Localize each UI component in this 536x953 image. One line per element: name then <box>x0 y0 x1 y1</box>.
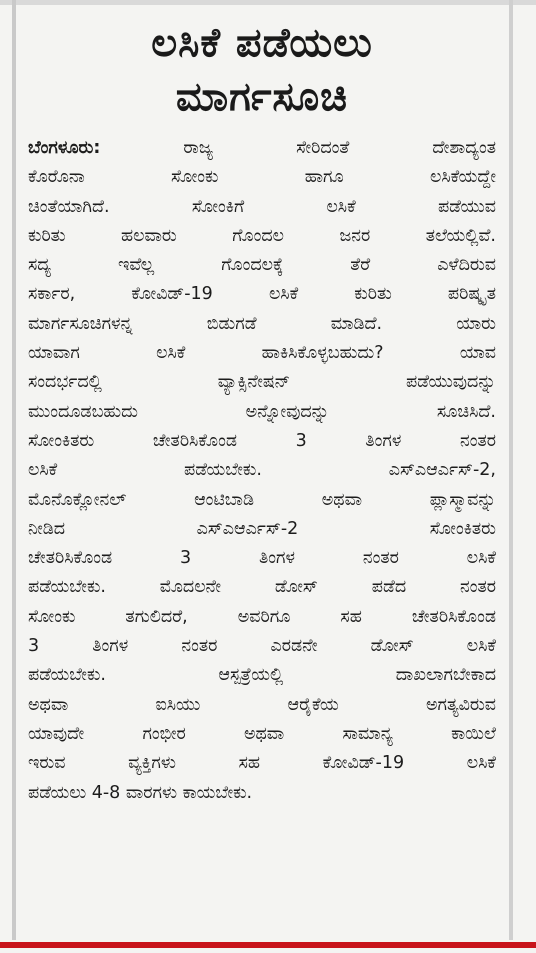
left-column-rule <box>12 0 16 940</box>
article-body <box>28 134 496 808</box>
body-line-text: ರಾಜ್ಯ ಸೇರಿದಂತೆ ದೇಶಾದ್ಯಂತ <box>183 138 496 158</box>
body-line: ಮೊನೊಕ್ಲೋನಲ್ ಆಂಟಿಬಾಡಿ ಅಥವಾ ಪ್ಲಾಸ್ಮಾವನ್ನು <box>28 489 496 510</box>
body-line: ಕುರಿತು ಹಲವಾರು ಗೊಂದಲ ಜನರ ತಲೆಯಲ್ಲಿವೆ. <box>28 225 496 246</box>
body-line: ಸೋಂಕು ತಗುಲಿದರೆ, ಅವರಿಗೂ ಸಹ ಚೇತರಿಸಿಕೊಂಡ <box>28 606 496 627</box>
body-line: ಅಥವಾ ಐಸಿಯು ಆರೈಕೆಯ ಅಗತ್ಯವಿರುವ <box>28 694 496 715</box>
body-line: ಲಸಿಕೆ ಪಡೆಯಬೇಕು. ಎಸ್ಎಆರ್ಎಸ್-2, <box>28 460 496 481</box>
body-line: ಕೊರೊನಾ ಸೋಂಕು ಹಾಗೂ ಲಸಿಕೆಯದ್ದೇ <box>28 167 496 188</box>
body-line: ಮಾರ್ಗಸೂಚಿಗಳನ್ನ ಬಿಡುಗಡೆ ಮಾಡಿದೆ. ಯಾರು <box>28 313 496 334</box>
body-line: ಸದ್ಯ ಇವೆಲ್ಲ ಗೊಂದಲಕ್ಕೆ ತೆರೆ ಎಳೆದಿರುವ <box>28 255 496 276</box>
headline <box>28 16 496 124</box>
body-line: ಸರ್ಕಾರ, ಕೋವಿಡ್-19 ಲಸಿಕೆ ಕುರಿತು ಪರಿಷ್ಕೃತ <box>28 284 496 305</box>
body-line: ಯಾವುದೇ ಗಂಭೀರ ಅಥವಾ ಸಾಮಾನ್ಯ ಕಾಯಿಲೆ <box>28 723 496 744</box>
body-line: ಸೋಂಕಿತರು ಚೇತರಿಸಿಕೊಂಡ 3 ತಿಂಗಳ ನಂತರ <box>28 430 496 451</box>
body-line: ಚಿಂತೆಯಾಗಿದೆ. ಸೋಂಕಿಗೆ ಲಸಿಕೆ ಪಡೆಯುವ <box>28 196 496 217</box>
body-line <box>28 134 496 163</box>
right-column-rule <box>509 0 513 940</box>
headline-line-1: ಲಸಿಕೆ ಪಡೆಯಲು <box>151 20 373 66</box>
body-line: ಯಾವಾಗ ಲಸಿಕೆ ಹಾಕಿಸಿಕೊಳ್ಳಬಹುದು? ಯಾವ <box>28 343 496 364</box>
body-line: 3 ತಿಂಗಳ ನಂತರ ಎರಡನೇ ಡೋಸ್ ಲಸಿಕೆ <box>28 636 496 657</box>
body-line: ನೀಡಿದ ಎಸ್ಎಆರ್ಎಸ್-2 ಸೋಂಕಿತರು <box>28 518 496 539</box>
body-line: ಚೇತರಿಸಿಕೊಂಡ 3 ತಿಂಗಳ ನಂತರ ಲಸಿಕೆ <box>28 548 496 569</box>
dateline: ಬೆಂಗಳೂರು: <box>28 138 101 158</box>
body-line: ಇರುವ ವ್ಯಕ್ತಿಗಳು ಸಹ ಕೋವಿಡ್-19 ಲಸಿಕೆ <box>28 753 496 774</box>
body-line-last: ಪಡೆಯಲು 4-8 ವಾರಗಳು ಕಾಯಬೇಕು. <box>28 782 253 803</box>
article <box>28 16 496 808</box>
headline-line-2: ಮಾರ್ಗಸೂಚಿ <box>175 74 349 120</box>
bottom-red-rule <box>0 942 536 948</box>
body-line: ಪಡೆಯಬೇಕು. ಆಸ್ಪತ್ರೆಯಲ್ಲಿ ದಾಖಲಾಗಬೇಕಾದ <box>28 665 496 686</box>
body-line: ಪಡೆಯಬೇಕು. ಮೊದಲನೇ ಡೋಸ್ ಪಡೆದ ನಂತರ <box>28 577 496 598</box>
body-line: ಸಂದರ್ಭದಲ್ಲಿ ವ್ಯಾಕ್ಸಿನೇಷನ್ ಪಡೆಯುವುದನ್ನು <box>28 372 496 393</box>
body-line: ಮುಂದೂಡಬಹುದು ಅನ್ನೋವುದನ್ನು ಸೂಚಿಸಿದೆ. <box>28 401 496 422</box>
top-border <box>0 0 536 5</box>
